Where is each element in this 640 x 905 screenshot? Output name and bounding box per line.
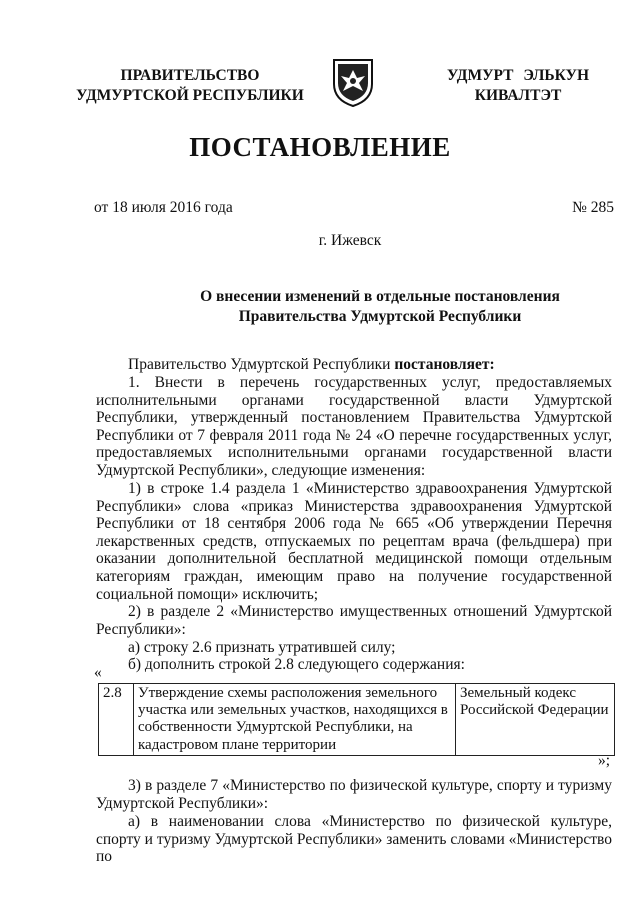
- sub2-paragraph: 2) в разделе 2 «Министерство имущественных отношений Удмуртской Республики»:: [96, 603, 612, 638]
- item1-paragraph: 1. Внести в перечень государственных услуг, предоставляемых исполнительными органами государственной власти Удмуртской Республики, утвержденный постановлением Правительства Удмуртской Республики от 7 февраля 2011 года № 24 «О перечне государственных услуг, предоставляемых исполнительными органами государственной власти Удмуртской Республики», следующие изменения:: [96, 374, 612, 479]
- document-title: ПОСТАНОВЛЕНИЕ: [189, 132, 451, 162]
- document-date: от 18 июля 2016 года: [94, 199, 233, 216]
- coat-of-arms-icon: [330, 56, 376, 108]
- government-name-russian: [60, 66, 320, 106]
- table-cell-service: Утверждение схемы расположения земельного участка или земельных участков, находящихся в собственности Удмуртской Республики, на кадастровом плане территории: [134, 684, 456, 756]
- table-row: [99, 684, 615, 756]
- document-subject: [60, 287, 640, 327]
- government-name-udmurt-line1: УДМУРТ ЭЛЬКУН: [446, 67, 590, 84]
- intro-paragraph: [96, 356, 612, 374]
- subject-line2: Правительства Удмуртской Республики: [238, 308, 522, 325]
- subject-line1: О внесении изменений в отдельные постановления: [200, 288, 560, 305]
- services-table: [98, 683, 615, 756]
- government-name-line1: ПРАВИТЕЛЬСТВО: [120, 67, 260, 84]
- table-cell-number: 2.8: [99, 684, 134, 756]
- government-name-line2: УДМУРТСКОЙ РЕСПУБЛИКИ: [76, 87, 304, 104]
- government-name-udmurt: [398, 66, 638, 106]
- sub3-paragraph: 3) в разделе 7 «Министерство по физической культуре, спорту и туризму Удмуртской Республики»:: [96, 777, 612, 812]
- document-city: г. Ижевск: [318, 232, 382, 249]
- intro-bold: постановляет:: [394, 356, 495, 373]
- table-cell-basis: Земельный кодекс Российской Федерации: [456, 684, 615, 756]
- quote-close: »;: [598, 752, 611, 769]
- government-name-udmurt-line2: КИВАЛТЭТ: [474, 87, 562, 104]
- intro-text: Правительство Удмуртской Республики: [128, 356, 395, 373]
- sub2b-paragraph: б) дополнить строкой 2.8 следующего содержания:: [128, 656, 465, 673]
- document-number: № 285: [572, 199, 614, 216]
- sub2a-paragraph: а) строку 2.6 признать утратившей силу;: [128, 639, 396, 656]
- quote-open: «: [94, 664, 102, 681]
- sub1-paragraph: 1) в строке 1.4 раздела 1 «Министерство здравоохранения Удмуртской Республики» слова «приказ Министерства здравоохранения Удмуртской Республики от 18 сентября 2006 года № 665 «Об утверждении Перечня лекарственных средств, отпускаемых по рецептам врача (фельдшера) при оказании дополнительной бесплатной медицинской помощи отдельным категориям граждан, имеющим право на получение государственной социальной помощи» исключить;: [96, 480, 612, 603]
- sub3a-paragraph: а) в наименовании слова «Министерство по физической культуре, спорту и туризму Удмуртской Республики» заменить словами «Министерство по: [96, 813, 612, 866]
